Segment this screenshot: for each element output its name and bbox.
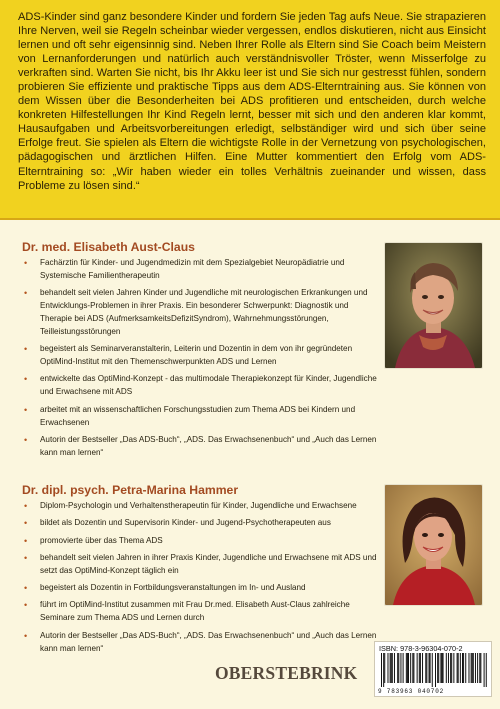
bullet-marker-icon: • — [24, 600, 28, 611]
author1-name: Dr. med. Elisabeth Aust-Claus — [22, 240, 195, 254]
author1-bullet-text: Autorin der Bestseller „Das ADS-Buch“, „ADS. Das Erwachsenenbuch“ und „Auch das Lernen kann man lernen“ — [40, 434, 377, 457]
blurb-band — [0, 0, 500, 220]
author1-bullet-item — [22, 257, 377, 283]
author1-bullet-text: arbeitet mit an wissenschaftlichen Forschungsstudien zum Thema ADS bei Kindern und Erwachsenen — [40, 404, 356, 427]
bullet-marker-icon: • — [24, 518, 28, 529]
author1-portrait — [385, 243, 482, 368]
bullet-marker-icon: • — [24, 404, 28, 415]
bullet-marker-icon: • — [24, 288, 28, 299]
author1-bullet-item — [22, 287, 377, 339]
author1-bullet-list — [22, 257, 377, 464]
publisher-logo: OBERSTEBRINK — [215, 663, 358, 683]
isbn-label: ISBN: 978-3-96304-070-2 — [379, 644, 463, 653]
bullet-marker-icon: • — [24, 630, 28, 641]
bullet-marker-icon: • — [24, 434, 28, 445]
author2-bullet-text: Autorin der Bestseller „Das ADS-Buch“, „ADS. Das Erwachsenenbuch“ und „Auch das Lernen kann man lernen“ — [40, 630, 377, 653]
author1-bullet-item — [22, 373, 377, 399]
author2-bullet-text: Diplom-Psychologin und Verhaltenstherapeutin für Kinder, Jugendliche und Erwachsene — [40, 501, 357, 510]
author1-bullet-text: Fachärztin für Kinder- und Jugendmedizin mit dem Spezialgebiet Neuropädiatrie und Systemische Familientherapeutin — [40, 258, 345, 280]
isbn-barcode-box — [374, 641, 492, 697]
bullet-marker-icon: • — [24, 501, 28, 511]
bullet-marker-icon: • — [24, 258, 28, 268]
author2-portrait — [385, 485, 482, 605]
author1-bullet-item — [22, 434, 377, 460]
author2-bullet-text: bildet als Dozentin und Supervisorin Kinder- und Jugend-Psychotherapeuten aus — [40, 518, 331, 528]
author2-bullet-list — [22, 500, 382, 660]
barcode-graphic — [379, 653, 489, 687]
author2-bullet-text: führt im OptiMind-Institut zusammen mit Frau Dr.med. Elisabeth Aust-Claus zahlreiche Seminare zum Thema ADS und Lernen durch — [40, 600, 350, 623]
bullet-marker-icon: • — [24, 535, 28, 546]
author1-bullet-text: entwickelte das OptiMind-Konzept - das multimodale Therapiekonzept für Kinder, Jugendliche und Erwachsene mit ADS — [40, 374, 377, 397]
bullet-marker-icon: • — [24, 344, 28, 355]
author1-bullet-text: begeistert als Seminarveranstalterin, Leiterin und Dozentin in dem von ihr gegründeten OptiMind-Institut mit den Themenschwerpunkten ADS und Lernen — [40, 344, 353, 367]
bullet-marker-icon: • — [24, 552, 28, 563]
author2-bullet-item — [22, 630, 382, 656]
barcode-digits: 9 783963 040702 — [378, 688, 445, 695]
author2-bullet-text: behandelt seit vielen Jahren in ihrer Praxis Kinder, Jugendliche und Erwachsene mit ADS und setzt das OptiMind-Konzept täglich ein — [40, 552, 377, 575]
author1-bullet-text: behandelt seit vielen Jahren Kinder und Jugendliche mit neurologischen Erkrankungen und Entwicklungs-Problemen in ihrer Praxis. Ein besonderer Schwerpunkt: Diagnostik und Therapie bei ADS (AufmerksamkeitsDefizitSyndrom), Wahrnehmungsstörungen, Teilleistungsstörungen — [40, 288, 368, 336]
author1-bullet-item — [22, 404, 377, 430]
author2-bullet-item — [22, 582, 382, 595]
author1-bullet-item — [22, 343, 377, 369]
bullet-marker-icon: • — [24, 374, 28, 385]
author2-name: Dr. dipl. psych. Petra-Marina Hammer — [22, 483, 239, 497]
blurb-text: ADS-Kinder sind ganz besondere Kinder und fordern Sie jeden Tag aufs Neue. Sie strapazieren Ihre Nerven, weil sie Regeln scheinbar wieder vergessen, endlos diskutieren, nicht aus Einsicht lernen und oft sehr eigensinnig sind. Neben Ihrer Rolle als Eltern sind Sie Coach beim Meistern von Lernanforderungen und natürlich auch verständnisvoller Tröster, wenn Misserfolge zu verkraften sind. Warten Sie nicht, bis Ihr Akku leer ist und Sie sich nur gestresst fühlen, sondern probieren Sie effiziente und praktische Tipps aus dem ADS-Elterntraining aus. Sie können von dem Wissen über die Besonderheiten bei ADS profitieren und entscheiden, durch welche konkreten Hilfestellungen Ihr Kind Regeln lernt, besser mit sich und den anderen klar kommt, Hausaufgaben und Arbeitsvorbereitungen erledigt, selbständiger wird und sich über seine Erfolge freut. Sie spielen als Eltern die wichtigste Rolle in der Vernetzung von psychologischen, pädagogischen und ärztlichen Hilfen. Eine Mutter kommentiert den Erfolg vom ADS-Elterntraining so: „Wir haben wieder ein tolles Verhältnis zueinander und wissen, dass Probleme zu lösen sind.“ — [18, 11, 486, 192]
author2-bullet-item — [22, 500, 382, 513]
author2-bullet-item — [22, 599, 382, 625]
author2-bullet-item — [22, 517, 382, 530]
bullet-marker-icon: • — [24, 583, 28, 594]
author2-bullet-text: promovierte über das Thema ADS — [40, 535, 163, 545]
author2-bullet-text: begeistert als Dozentin in Fortbildungsveranstaltungen im In- und Ausland — [40, 583, 306, 593]
author2-bullet-item — [22, 535, 382, 548]
author2-bullet-item — [22, 552, 382, 578]
